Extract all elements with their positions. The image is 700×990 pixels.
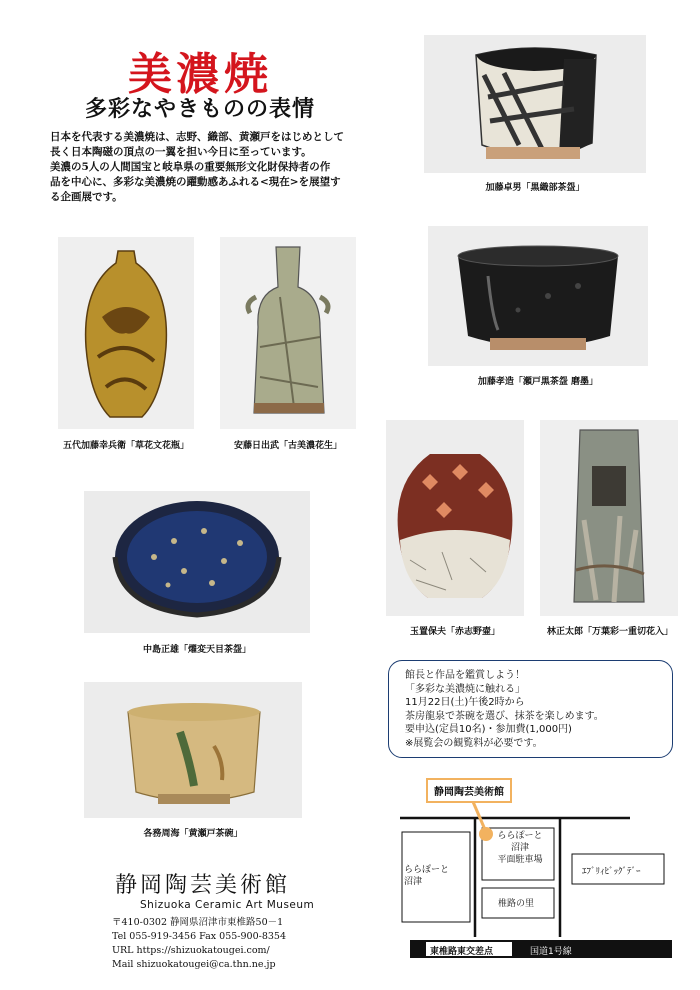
intro-line: 品を中心に、多彩な美濃焼の躍動感あふれる<現在>を展望す bbox=[50, 176, 341, 188]
event-line: 茶房龍泉で茶碗を選び、抹茶を楽しめます。 bbox=[405, 710, 604, 722]
map-epuri-label: ｴﾌﾞﾘｨﾋﾞｯｸﾞﾃﾞｰ bbox=[582, 867, 641, 877]
ko-mino-vase-photo bbox=[220, 237, 356, 429]
map-shiiji-label: 椎路の里 bbox=[498, 899, 535, 909]
work-caption: 加藤孝造「瀬戸黒茶盌 磨墨」 bbox=[477, 377, 599, 387]
page-title: 美濃焼 bbox=[128, 49, 272, 100]
intro-line: る企画展です。 bbox=[50, 191, 123, 203]
museum-address: 〒410-0302 静岡県沼津市東椎路50－1 bbox=[112, 917, 284, 928]
map-parking-label bbox=[490, 830, 550, 866]
work-caption: 中島正雄「燿変天目茶盌」 bbox=[142, 645, 251, 655]
map-lalaport-line: 沼津 bbox=[404, 877, 423, 887]
event-line: 11月22日(土)午後2時から bbox=[405, 697, 525, 709]
museum-mail[interactable]: Mail shizuokatougei@ca.thn.ne.jp bbox=[112, 959, 276, 970]
intro-line: 美濃の5人の人間国宝と岐阜県の重要無形文化財保持者の作 bbox=[50, 161, 331, 173]
cut-bamboo-vase-photo bbox=[540, 420, 678, 616]
black-oribe-tea-bowl-photo bbox=[424, 35, 646, 173]
seto-black-tea-bowl-icon bbox=[428, 226, 648, 366]
map-route-label: 国道1号線 bbox=[530, 947, 572, 957]
event-line: 「多彩な美濃焼に触れる」 bbox=[405, 683, 525, 695]
floral-vase-photo bbox=[58, 237, 194, 429]
work-caption: 林正太郎「万葉彩一重切花入」 bbox=[546, 627, 673, 637]
intro-text bbox=[50, 130, 380, 205]
museum-name-english: Shizuoka Ceramic Art Museum bbox=[140, 899, 315, 911]
tenmoku-bowl-icon bbox=[84, 491, 310, 633]
event-info-box bbox=[388, 660, 673, 758]
cut-bamboo-vase-icon bbox=[540, 420, 678, 616]
intro-line: 日本を代表する美濃焼は、志野、織部、黄瀬戸をはじめとして bbox=[50, 131, 344, 143]
museum-url[interactable]: URL https://shizuokatougei.com/ bbox=[112, 945, 270, 956]
black-oribe-tea-bowl-icon bbox=[424, 35, 646, 173]
map-museum-label: 静岡陶芸美術館 bbox=[426, 778, 512, 803]
map-lalaport-line: ららぽーと bbox=[404, 865, 450, 875]
event-line: 館長と作品を鑑賞しよう！ bbox=[405, 670, 525, 681]
map-parking-line: 平面駐車場 bbox=[497, 855, 543, 865]
map-lalaport-label bbox=[404, 864, 449, 888]
page-subtitle: 多彩なやきものの表情 bbox=[84, 96, 315, 122]
ki-seto-tea-bowl-icon bbox=[84, 682, 302, 818]
event-line: 要申込(定員10名)・参加費(1,000円) bbox=[405, 724, 572, 736]
intro-line: 長く日本陶磁の頂点の一翼を担い今日に至っています。 bbox=[50, 146, 312, 158]
work-caption: 各務周海「黄瀬戸茶碗」 bbox=[143, 829, 243, 839]
tenmoku-bowl-photo bbox=[84, 491, 310, 633]
map-parking-line: ららぽーと bbox=[497, 831, 543, 841]
map-parking-line: 沼津 bbox=[510, 843, 529, 853]
event-line: ※展覧会の観覧料が必要です。 bbox=[405, 737, 543, 749]
access-map bbox=[390, 772, 680, 967]
work-caption: 安藤日出武「古美濃花生」 bbox=[233, 441, 342, 451]
work-caption: 五代加藤幸兵衛「草花文花瓶」 bbox=[62, 441, 189, 451]
ko-mino-vase-icon bbox=[220, 237, 356, 429]
work-caption: 玉置保夫「赤志野壷」 bbox=[409, 627, 500, 637]
red-shino-jar-photo bbox=[386, 420, 524, 616]
museum-name: 静岡陶芸美術館 bbox=[115, 873, 291, 898]
museum-phone-fax: Tel 055-919-3456 Fax 055-900-8354 bbox=[112, 931, 287, 942]
museum-contact bbox=[112, 916, 286, 972]
work-caption: 加藤卓男「黒織部茶盌」 bbox=[485, 183, 585, 193]
seto-black-tea-bowl-photo bbox=[428, 226, 648, 366]
red-shino-jar-icon bbox=[386, 420, 524, 616]
floral-vase-icon bbox=[58, 237, 194, 429]
map-intersection-label: 東椎路東交差点 bbox=[430, 947, 494, 957]
ki-seto-tea-bowl-photo bbox=[84, 682, 302, 818]
